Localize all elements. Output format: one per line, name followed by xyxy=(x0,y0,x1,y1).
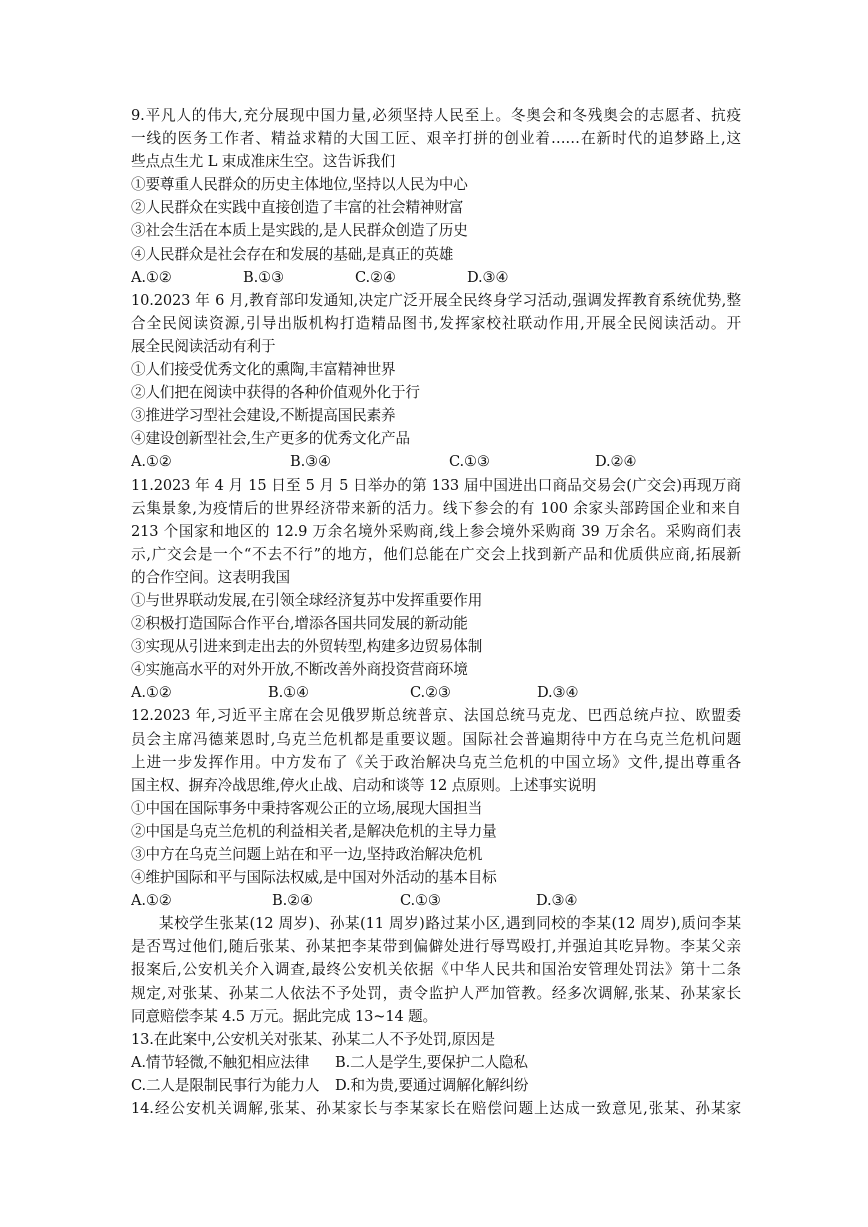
option-d: D.②④ xyxy=(595,453,637,471)
answer-options xyxy=(131,450,741,473)
option-b: B.②④ xyxy=(272,892,313,910)
question-9 xyxy=(131,104,741,289)
question-stem-line: 9.平凡人的伟大,充分展现中国力量,必须坚持人民至上。冬奥会和冬残奥会的志愿者、抗疫 xyxy=(131,107,741,124)
statement: ②人们把在阅读中获得的各种价值观外化于行 xyxy=(131,384,420,402)
question-stem-line: 展全民阅读活动有利于 xyxy=(131,337,276,355)
option-a: A.①② xyxy=(131,268,172,286)
question-stem-line: 些点点生尤 L 束成准床生空。这告诉我们 xyxy=(131,153,396,171)
case-line: 报案后,公安机关介入调查,最终公安机关依据《中华人民共和国治安管理处罚法》第十二条 xyxy=(131,961,741,979)
question-stem-line: 国主权、摒弃冷战思维,停火止战、启动和谈等 12 点原则。上述事实说明 xyxy=(131,776,597,794)
option-c: C.二人是限制民事行为能力人 xyxy=(131,1076,320,1094)
statement: ④维护国际和平与国际法权威,是中国对外活动的基本目标 xyxy=(131,869,497,887)
option-d: D.③④ xyxy=(536,892,578,910)
question-10 xyxy=(131,289,741,474)
option-a: A.①② xyxy=(131,892,172,910)
statement: ③实现从引进来到走出去的外贸转型,构建多边贸易体制 xyxy=(131,638,483,656)
option-a: A.情节轻微,不触犯相应法律 xyxy=(131,1053,310,1071)
question-stem-line: 的合作空间。这表明我国 xyxy=(131,568,290,586)
option-a: A.①② xyxy=(131,684,172,702)
case-line: 规定,对张某、孙某二人依法不予处罚，责令监护人严加管教。经多次调解,张某、孙某家长 xyxy=(131,984,741,1002)
question-stem-line: 云集景象,为疫情后的世界经济带来新的活力。线下参会的有 100 余家头部跨国企业和来自 xyxy=(131,499,741,517)
option-b: B.①③ xyxy=(243,268,284,286)
option-c: C.②③ xyxy=(410,684,451,702)
question-stem-line: 示,广交会是一个“不去不行”的地方，他们总能在广交会上找到新产品和优质供应商,拓展新 xyxy=(131,545,741,563)
answer-options xyxy=(131,889,741,912)
case-line: 是否骂过他们,随后张某、孙某把李某带到偏僻处进行辱骂殴打,并强迫其吃异物。李某父亲 xyxy=(131,938,741,956)
question-stem-line: 一线的医务工作者、精益求精的大国工匠、艰辛打拼的创业着……在新时代的追梦路上,这 xyxy=(131,130,741,148)
case-line: 某校学生张某(12 周岁)、孙某(11 周岁)路过某小区,遇到同校的李某(12 周岁),质问李某 xyxy=(159,915,741,933)
option-c: C.①③ xyxy=(400,892,441,910)
question-stem-line: 14.经公安机关调解,张某、孙某家长与李某家长在赔偿问题上达成一致意见,张某、孙某家 xyxy=(131,1100,741,1118)
option-d: D.③④ xyxy=(537,684,579,702)
option-d: D.和为贵,要通过调解化解纠纷 xyxy=(335,1076,529,1094)
answer-options xyxy=(131,1051,741,1074)
statement: ④实施高水平的对外开放,不断改善外商投资营商环境 xyxy=(131,661,468,679)
question-stem-line: 12.2023 年,习近平主席在会见俄罗斯总统普京、法国总统马克龙、巴西总统卢拉、欧盟委 xyxy=(131,707,741,725)
statement: ①人们接受优秀文化的熏陶,丰富精神世界 xyxy=(131,361,396,379)
option-d: D.③④ xyxy=(467,268,509,286)
answer-options xyxy=(131,1074,741,1097)
question-stem-line: 员会主席冯德莱恩时,乌克兰危机都是重要议题。国际社会普遍期待中方在乌克兰危机问题 xyxy=(131,730,741,748)
option-c: C.①③ xyxy=(449,453,490,471)
question-stem-line: 上进一步发挥作用。中方发布了《关于政治解决乌克兰危机的中国立场》文件,提出尊重各 xyxy=(131,753,741,771)
statement: ③社会生活在本质上是实践的,是人民群众创造了历史 xyxy=(131,222,468,240)
question-13 xyxy=(131,1028,741,1097)
option-b: B.二人是学生,要保护二人隐私 xyxy=(335,1053,528,1071)
option-c: C.②④ xyxy=(355,268,396,286)
question-stem-line: 合全民阅读资源,引导出版机构打造精品图书,发挥家校社联动作用,开展全民阅读活动。开 xyxy=(131,314,741,332)
question-stem-line: 11.2023 年 4 月 15 日至 5 月 5 日举办的第 133 届中国进出口商品交易会(广交会)再现万商 xyxy=(131,476,741,494)
question-stem-line: 13.在此案中,公安机关对张某、孙某二人不予处罚,原因是 xyxy=(131,1030,495,1048)
case-line: 同意赔偿李某 4.5 万元。据此完成 13~14 题。 xyxy=(131,1007,437,1025)
question-14 xyxy=(131,1097,741,1120)
statement: ③中方在乌克兰问题上站在和平一边,坚持政治解决危机 xyxy=(131,846,483,863)
question-stem-line: 213 个国家和地区的 12.9 万余名境外采购商,线上参会境外采购商 39 万余名。采购商们表 xyxy=(131,522,741,540)
case-material xyxy=(131,912,741,1027)
question-11 xyxy=(131,474,741,705)
option-b: B.①④ xyxy=(268,684,309,702)
statement: ②积极打造国际合作平台,增添各国共同发展的新动能 xyxy=(131,615,468,633)
statement: ①要尊重人民群众的历史主体地位,坚持以人民为中心 xyxy=(131,176,468,194)
statement: ①中国在国际事务中秉持客观公正的立场,展现大国担当 xyxy=(131,799,483,817)
question-stem-line: 10.2023 年 6 月,教育部印发通知,决定广泛开展全民终身学习活动,强调发挥教育系统优势,整 xyxy=(131,291,741,309)
page-content xyxy=(131,104,741,1120)
statement: ①与世界联动发展,在引领全球经济复苏中发挥重要作用 xyxy=(131,591,483,609)
option-b: B.③④ xyxy=(290,453,331,471)
statement: ④建设创新型社会,生产更多的优秀文化产品 xyxy=(131,430,410,448)
answer-options xyxy=(131,266,741,289)
statement: ④人民群众是社会存在和发展的基础,是真正的英雄 xyxy=(131,245,454,263)
statement: ②中国是乌克兰危机的利益相关者,是解决危机的主导力量 xyxy=(131,822,497,840)
statement: ②人民群众在实践中直接创造了丰富的社会精神财富 xyxy=(131,199,464,217)
question-12 xyxy=(131,704,741,912)
statement: ③推进学习型社会建设,不断提高国民素养 xyxy=(131,407,396,425)
answer-options xyxy=(131,681,741,704)
option-a: A.①② xyxy=(131,453,172,471)
